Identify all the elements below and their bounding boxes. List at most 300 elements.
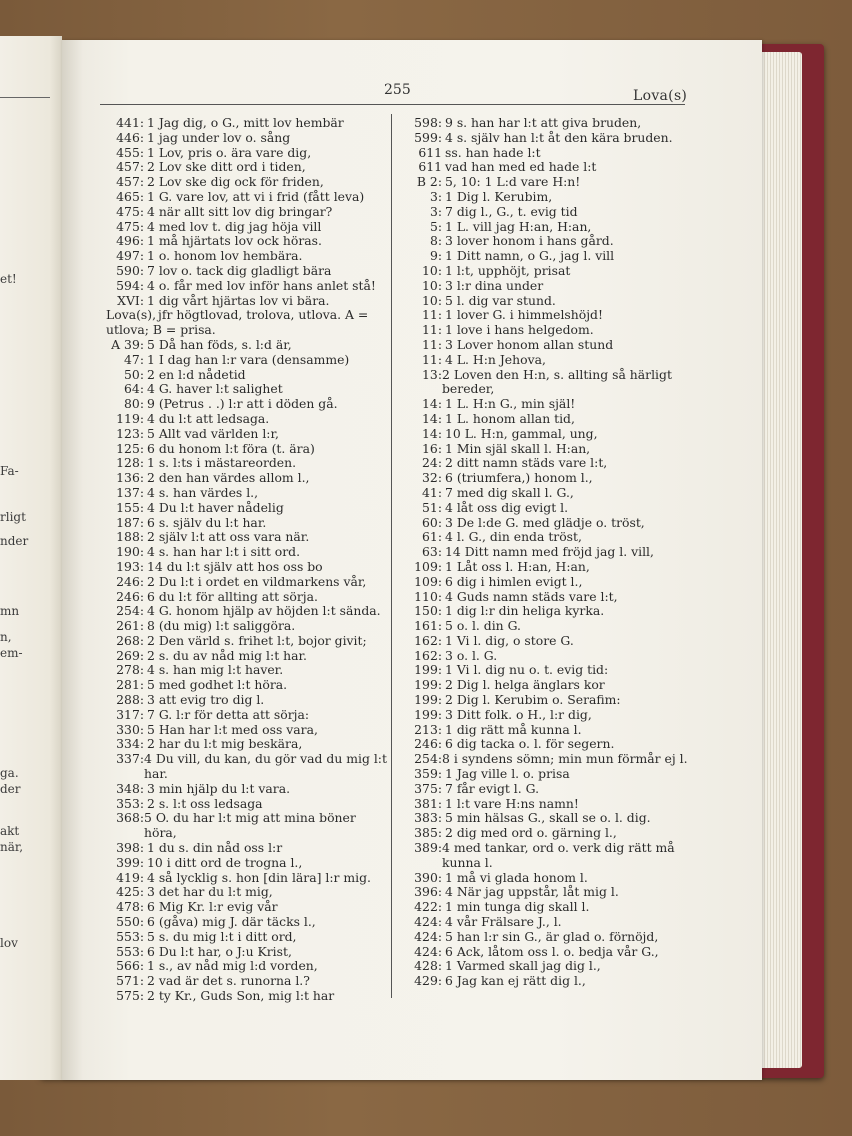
index-entry	[404, 353, 692, 368]
index-entry	[404, 323, 692, 338]
index-entry	[404, 826, 692, 841]
entry-text: 1 I dag han l:r vara (densamme)	[147, 351, 350, 367]
entry-text: 5 Allt vad världen l:r,	[147, 425, 279, 441]
left-page-fragment: der	[0, 782, 21, 796]
entry-ref: 11:	[422, 351, 442, 367]
entry-text: 6 s. själv du l:t har.	[147, 514, 267, 530]
index-entry	[404, 442, 692, 457]
entry-text: 1 dig l:r din heliga kyrka.	[445, 603, 605, 619]
entry-text: 3 Lover honom allan stund	[445, 336, 614, 352]
entry-text: 1 jag under lov o. sång	[147, 129, 291, 145]
entry-ref: 425:	[116, 884, 144, 900]
entry-text: 1 lover G. i himmelshöjd!	[445, 307, 603, 323]
entry-text: 1 s. l:ts i mästareorden.	[147, 455, 297, 471]
entry-ref: 598:	[414, 115, 442, 130]
entry-text: 3 De l:de G. med glädje o. tröst,	[445, 514, 645, 530]
entry-text: 6 dig tacka o. l. för segern.	[445, 736, 615, 752]
entry-ref: 187:	[116, 514, 144, 530]
index-entry	[404, 797, 692, 812]
index-entry	[404, 649, 692, 664]
entry-text: 1 Vi l. dig, o store G.	[445, 632, 574, 648]
index-entry	[106, 930, 388, 945]
entry-ref: 10:	[422, 292, 442, 308]
index-entry	[404, 885, 692, 900]
entry-ref: 150:	[414, 603, 442, 619]
entry-text: vad han med ed hade l:t	[445, 159, 597, 175]
entry-text: 6 Jag kan ej rätt dig l.,	[445, 973, 586, 989]
entry-ref: 337:	[116, 751, 144, 767]
index-entry	[404, 678, 692, 693]
entry-ref: 51:	[422, 499, 442, 515]
entry-ref: 424:	[414, 914, 442, 930]
index-entry	[106, 915, 388, 930]
index-entry	[404, 663, 692, 678]
index-entry	[106, 945, 388, 960]
entry-text: 10 i ditt ord de trogna l.,	[147, 854, 303, 870]
index-entry	[106, 856, 388, 871]
entry-ref: 136:	[116, 470, 144, 486]
entry-text: 5 min hälsas G., skall se o. l. dig.	[445, 810, 651, 826]
entry-text: 5, 10: 1 L:d vare H:n!	[445, 174, 581, 190]
entry-ref: 317:	[116, 706, 144, 722]
entry-text: 8 i syndens sömn; min mun förmår ej l.	[442, 751, 688, 767]
index-entry	[106, 885, 388, 900]
entry-ref: 10:	[422, 262, 442, 278]
entry-ref: 278:	[116, 662, 144, 678]
entry-ref: 199:	[414, 677, 442, 693]
entry-text: 4 s. han mig l:t haver.	[147, 662, 284, 678]
index-entry	[106, 160, 388, 175]
entry-ref: 254:	[116, 603, 144, 619]
index-entry	[404, 841, 692, 871]
entry-ref: 475:	[116, 203, 144, 219]
running-head: Lova(s)	[633, 88, 688, 104]
entry-ref: 268:	[116, 632, 144, 648]
index-entry	[106, 737, 388, 752]
entry-ref: 254:	[414, 751, 442, 767]
entry-text: 1 o. honom lov hembära.	[147, 248, 303, 264]
entry-text: 5 O. du har l:t mig att mina böner höra,	[144, 810, 356, 841]
entry-ref: 330:	[116, 721, 144, 737]
index-entry	[106, 575, 388, 590]
entry-text: 1 dig vårt hjärtas lov vi bära.	[147, 292, 330, 308]
entry-text: 4 s. han har l:t i sitt ord.	[147, 544, 301, 560]
index-entry	[106, 501, 388, 516]
entry-ref: 575:	[116, 988, 144, 1004]
entry-text: 7 lov o. tack dig gladligt bära	[147, 262, 332, 278]
entry-ref: 383:	[414, 810, 442, 826]
index-entry	[404, 308, 692, 323]
entry-text: 4 Guds namn städs vare l:t,	[445, 588, 618, 604]
entry-ref: 190:	[116, 544, 144, 560]
index-entry	[106, 723, 388, 738]
entry-text: 4 du l:t att ledsaga.	[147, 410, 270, 426]
entry-ref: 61:	[422, 529, 442, 545]
entry-text: 4 G. honom hjälp av höjden l:t sända.	[147, 603, 381, 619]
index-entry	[106, 619, 388, 634]
index-entry	[404, 560, 692, 575]
index-entry	[404, 737, 692, 752]
index-entry	[106, 841, 388, 856]
entry-text: 5 l. dig var stund.	[445, 292, 556, 308]
index-entry	[404, 900, 692, 915]
index-entry	[404, 959, 692, 974]
entry-ref: Lova(s),	[106, 307, 157, 323]
entry-ref: 368:	[116, 810, 144, 826]
entry-ref: 109:	[414, 558, 442, 574]
entry-ref: 80:	[124, 396, 144, 412]
index-entry	[106, 382, 388, 397]
entry-text: 5 Han har l:t med oss vara,	[147, 721, 318, 737]
entry-ref: 246:	[116, 588, 144, 604]
entry-ref: 550:	[116, 914, 144, 930]
entry-ref: 13:	[422, 366, 442, 382]
entry-ref: 398:	[116, 840, 144, 856]
entry-text: 2 själv l:t att oss vara när.	[147, 529, 310, 545]
entry-text: 5 Då han föds, s. l:d är,	[147, 336, 292, 352]
index-entry	[404, 427, 692, 442]
entry-ref: 188:	[116, 529, 144, 545]
index-entry	[404, 974, 692, 989]
index-entry	[404, 782, 692, 797]
entry-ref: 590:	[116, 262, 144, 278]
index-entry	[106, 974, 388, 989]
entry-ref: 497:	[116, 248, 144, 264]
entry-ref: 396:	[414, 884, 442, 900]
entry-ref: 162:	[414, 632, 442, 648]
entry-text: 7 G. l:r för detta att sörja:	[147, 706, 310, 722]
left-page-fragment: rligt	[0, 510, 26, 524]
entry-text: 1 L. honom allan tid,	[445, 410, 575, 426]
entry-text: 1 min tunga dig skall l.	[445, 899, 590, 915]
index-entry	[404, 915, 692, 930]
entry-ref: 594:	[116, 277, 144, 293]
entry-ref: 381:	[414, 795, 442, 811]
entry-text: 1 love i hans helgedom.	[445, 322, 594, 338]
index-entry	[404, 708, 692, 723]
left-page-fragment: et!	[0, 272, 17, 286]
index-entry	[106, 693, 388, 708]
index-entry	[404, 116, 692, 131]
index-entry	[404, 871, 692, 886]
entry-ref: 288:	[116, 692, 144, 708]
index-entry	[106, 220, 388, 235]
entry-ref: 119:	[116, 410, 144, 426]
index-entry	[404, 264, 692, 279]
entry-text: 3 Ditt folk. o H., l:r dig,	[445, 706, 592, 722]
entry-ref: 246:	[414, 736, 442, 752]
entry-ref: 553:	[116, 928, 144, 944]
entry-text: 8 (du mig) l:t saliggöra.	[147, 618, 296, 634]
index-entry	[404, 131, 692, 146]
entry-text: 10 L. H:n, gammal, ung,	[445, 425, 598, 441]
index-entry	[404, 811, 692, 826]
index-entry	[106, 456, 388, 471]
entry-ref: 441:	[116, 115, 144, 130]
entry-text: 2 ditt namn städs vare l:t,	[445, 455, 608, 471]
entry-ref: 348:	[116, 780, 144, 796]
index-entry	[106, 649, 388, 664]
entry-text: 4 vår Frälsare J., l.	[445, 914, 562, 930]
entry-ref: 429:	[414, 973, 442, 989]
entry-text: 3 l:r dina under	[445, 277, 544, 293]
entry-text: 7 med dig skall l. G.,	[445, 484, 574, 500]
index-entry	[404, 767, 692, 782]
entry-text: 5 o. l. din G.	[445, 618, 521, 634]
index-entry	[404, 545, 692, 560]
entry-ref: 385:	[414, 825, 442, 841]
entry-ref: B 2:	[416, 174, 442, 190]
entry-ref: 110:	[414, 588, 442, 604]
index-entry	[106, 678, 388, 693]
entry-text: 2 Du l:t i ordet en vildmarkens vår,	[147, 573, 367, 589]
index-entry	[106, 811, 388, 841]
index-entry	[106, 471, 388, 486]
index-entry	[404, 930, 692, 945]
entry-ref: 14:	[422, 410, 442, 426]
index-entry	[404, 619, 692, 634]
index-entry	[106, 900, 388, 915]
entry-ref: 375:	[414, 780, 442, 796]
entry-ref: 334:	[116, 736, 144, 752]
index-entry	[106, 116, 388, 131]
index-entry	[404, 590, 692, 605]
entry-ref: 3:	[429, 203, 442, 219]
entry-ref: 199:	[414, 662, 442, 678]
entry-text: 4 När jag uppstår, låt mig l.	[445, 884, 619, 900]
index-entry	[106, 590, 388, 605]
entry-text: 4 Du l:t haver nådelig	[147, 499, 284, 515]
index-entry	[404, 634, 692, 649]
index-entry	[404, 397, 692, 412]
entry-text: 2 Lov ske ditt ord i tiden,	[147, 159, 306, 175]
index-entry	[106, 146, 388, 161]
index-entry	[106, 175, 388, 190]
entry-text: 4 Du vill, du kan, du gör vad du mig l:t har.	[144, 751, 387, 782]
entry-ref: 353:	[116, 795, 144, 811]
entry-text: 2 Den värld s. frihet l:t, bojor givit;	[147, 632, 367, 648]
entry-ref: 419:	[116, 869, 144, 885]
entry-text: 1 s., av nåd mig l:d vorden,	[147, 958, 318, 974]
index-entry	[106, 604, 388, 619]
entry-text: 1 Låt oss l. H:an, H:an,	[445, 558, 590, 574]
entry-text: 6 Mig Kr. l:r evig vår	[147, 899, 278, 915]
entry-ref: 16:	[422, 440, 442, 456]
entry-text: 4 L. H:n Jehova,	[445, 351, 546, 367]
entry-text: 6 du l:t för allting att sörja.	[147, 588, 318, 604]
entry-ref: 161:	[414, 618, 442, 634]
index-entry	[404, 205, 692, 220]
index-entry	[106, 871, 388, 886]
index-entry	[404, 516, 692, 531]
entry-text: 2 Dig l. Kerubim o. Serafim:	[445, 692, 621, 708]
entry-ref: 246:	[116, 573, 144, 589]
index-entry	[106, 353, 388, 368]
entry-text: 3 att evig tro dig l.	[147, 692, 265, 708]
entry-ref: 64:	[124, 381, 144, 397]
entry-ref: 496:	[116, 233, 144, 249]
column-divider	[391, 114, 392, 998]
left-page-fragment: Fa-	[0, 464, 19, 478]
entry-text: 3 det har du l:t mig,	[147, 884, 273, 900]
entry-text: ss. han hade l:t	[445, 144, 541, 160]
entry-text: 4 G. haver l:t salighet	[147, 381, 283, 397]
entry-text: 4 l. G., din enda tröst,	[445, 529, 582, 545]
entry-text: 1 Jag dig, o G., mitt lov hembär	[147, 115, 344, 130]
index-entry	[106, 752, 388, 782]
entry-ref: 60:	[422, 514, 442, 530]
index-entry	[106, 516, 388, 531]
entry-text: 7 får evigt l. G.	[445, 780, 540, 796]
entry-text: 1 må hjärtats lov ock höras.	[147, 233, 322, 249]
index-entry	[404, 752, 692, 767]
entry-ref: 446:	[116, 129, 144, 145]
entry-ref: 32:	[422, 470, 442, 486]
entry-ref: 199:	[414, 706, 442, 722]
entry-text: 1 Jag ville l. o. prisa	[445, 766, 570, 782]
left-page-fragment: nder	[0, 534, 29, 548]
index-entry	[106, 530, 388, 545]
entry-text: 5 s. du mig l:t i ditt ord,	[147, 928, 297, 944]
entry-text: 2 en l:d nådetid	[147, 366, 246, 382]
entry-text: 1 må vi glada honom l.	[445, 869, 588, 885]
entry-text: 6 (gåva) mig J. där täcks l.,	[147, 914, 316, 930]
entry-ref: 424:	[414, 928, 442, 944]
index-entry	[106, 545, 388, 560]
entry-text: 1 Ditt namn, o G., jag l. vill	[445, 248, 615, 264]
entry-text: 9 (Petrus . .) l:r att i döden gå.	[147, 396, 338, 412]
index-entry	[404, 945, 692, 960]
entry-ref: 478:	[116, 899, 144, 915]
entry-ref: 11:	[422, 322, 442, 338]
entry-text: jfr högtlovad, trolova, utlova. A = utlova; B = prisa.	[106, 307, 369, 338]
entry-text: 2 Dig l. helga änglars kor	[445, 677, 605, 693]
index-entry	[404, 723, 692, 738]
index-entry	[404, 530, 692, 545]
entry-ref: 123:	[116, 425, 144, 441]
entry-text: 4 s. han värdes l.,	[147, 484, 259, 500]
entry-ref: 128:	[116, 455, 144, 471]
entry-ref: 9:	[429, 248, 442, 264]
entry-text: 14 Ditt namn med fröjd jag l. vill,	[445, 544, 654, 560]
left-page-fragment: n,	[0, 630, 12, 644]
entry-text: 2 dig med ord o. gärning l.,	[445, 825, 617, 841]
index-entry	[106, 708, 388, 723]
entry-text: 4 när allt sitt lov dig bringar?	[147, 203, 333, 219]
entry-text: 2 har du l:t mig beskära,	[147, 736, 303, 752]
entry-text: 4 s. själv han l:t åt den kära bruden.	[445, 129, 673, 145]
entry-text: 1 L. vill jag H:an, H:an,	[445, 218, 592, 234]
entry-text: 2 den han värdes allom l.,	[147, 470, 310, 486]
entry-ref: 457:	[116, 159, 144, 175]
left-page-fragment: akt	[0, 824, 20, 838]
entry-text: 3 o. l. G.	[445, 647, 498, 663]
index-entry	[106, 308, 388, 338]
entry-ref: 41:	[422, 484, 442, 500]
entry-text: 1 l:t vare H:ns namn!	[445, 795, 579, 811]
index-entry	[106, 264, 388, 279]
index-entry	[404, 471, 692, 486]
entry-text: 5 han l:r sin G., är glad o. förnöjd,	[445, 928, 659, 944]
entry-ref: XVI:	[117, 292, 144, 308]
left-column	[106, 116, 388, 1004]
header-rule	[100, 104, 685, 105]
entry-text: 1 l:t, upphöjt, prisat	[445, 262, 571, 278]
entry-ref: 571:	[116, 973, 144, 989]
index-entry	[106, 486, 388, 501]
entry-ref: A 39:	[111, 336, 144, 352]
index-entry	[404, 368, 692, 398]
entry-ref: 611	[418, 144, 442, 160]
entry-ref: 14:	[422, 396, 442, 412]
entry-text: 2 Lov ske dig ock för friden,	[147, 174, 324, 190]
index-entry	[106, 634, 388, 649]
entry-text: 6 Du l:t har, o J:u Krist,	[147, 943, 292, 959]
left-page	[0, 36, 62, 1080]
entry-ref: 359:	[414, 766, 442, 782]
index-entry	[106, 249, 388, 264]
entry-text: 4 så lycklig s. hon [din lära] l:r mig.	[147, 869, 371, 885]
index-entry	[404, 279, 692, 294]
entry-text: 6 Ack, låtom oss l. o. bedja vår G.,	[445, 943, 659, 959]
page-number: 255	[384, 82, 411, 98]
right-column	[404, 116, 692, 989]
entry-ref: 599:	[414, 129, 442, 145]
entry-ref: 14:	[422, 425, 442, 441]
entry-text: 1 Varmed skall jag dig l.,	[445, 958, 601, 974]
index-entry	[106, 190, 388, 205]
left-page-fragment: em-	[0, 646, 23, 660]
entry-text: 6 (triumfera,) honom l.,	[445, 470, 593, 486]
entry-text: 2 ty Kr., Guds Son, mig l:t har	[147, 988, 335, 1004]
entry-text: 6 dig i himlen evigt l.,	[445, 573, 583, 589]
index-entry	[404, 501, 692, 516]
index-entry	[106, 294, 388, 309]
entry-ref: 63:	[422, 544, 442, 560]
entry-text: 4 o. får med lov inför hans anlet stå!	[147, 277, 376, 293]
entry-ref: 3:	[429, 188, 442, 204]
entry-text: 1 dig rätt må kunna l.	[445, 721, 582, 737]
entry-text: 9 s. han har l:t att giva bruden,	[445, 115, 642, 130]
entry-ref: 422:	[414, 899, 442, 915]
index-entry	[106, 797, 388, 812]
entry-ref: 11:	[422, 336, 442, 352]
index-entry	[404, 575, 692, 590]
index-entry	[404, 146, 692, 161]
left-page-fragment: ga.	[0, 766, 19, 780]
entry-ref: 8:	[429, 233, 442, 249]
index-entry	[106, 560, 388, 575]
entry-ref: 399:	[116, 854, 144, 870]
index-entry	[106, 131, 388, 146]
entry-text: 3 lover honom i hans gård.	[445, 233, 614, 249]
entry-text: 14 du l:t själv att hos oss bo	[147, 558, 323, 574]
entry-text: 1 du s. din nåd oss l:r	[147, 840, 283, 856]
entry-ref: 137:	[116, 484, 144, 500]
entry-ref: 261:	[116, 618, 144, 634]
entry-ref: 465:	[116, 188, 144, 204]
index-entry	[106, 338, 388, 353]
entry-ref: 281:	[116, 677, 144, 693]
entry-ref: 199:	[414, 692, 442, 708]
index-entry	[106, 989, 388, 1004]
index-entry	[404, 486, 692, 501]
index-entry	[106, 397, 388, 412]
left-page-fragment: lov	[0, 936, 18, 950]
left-page-rule	[0, 97, 50, 98]
entry-ref: 269:	[116, 647, 144, 663]
index-entry	[404, 220, 692, 235]
